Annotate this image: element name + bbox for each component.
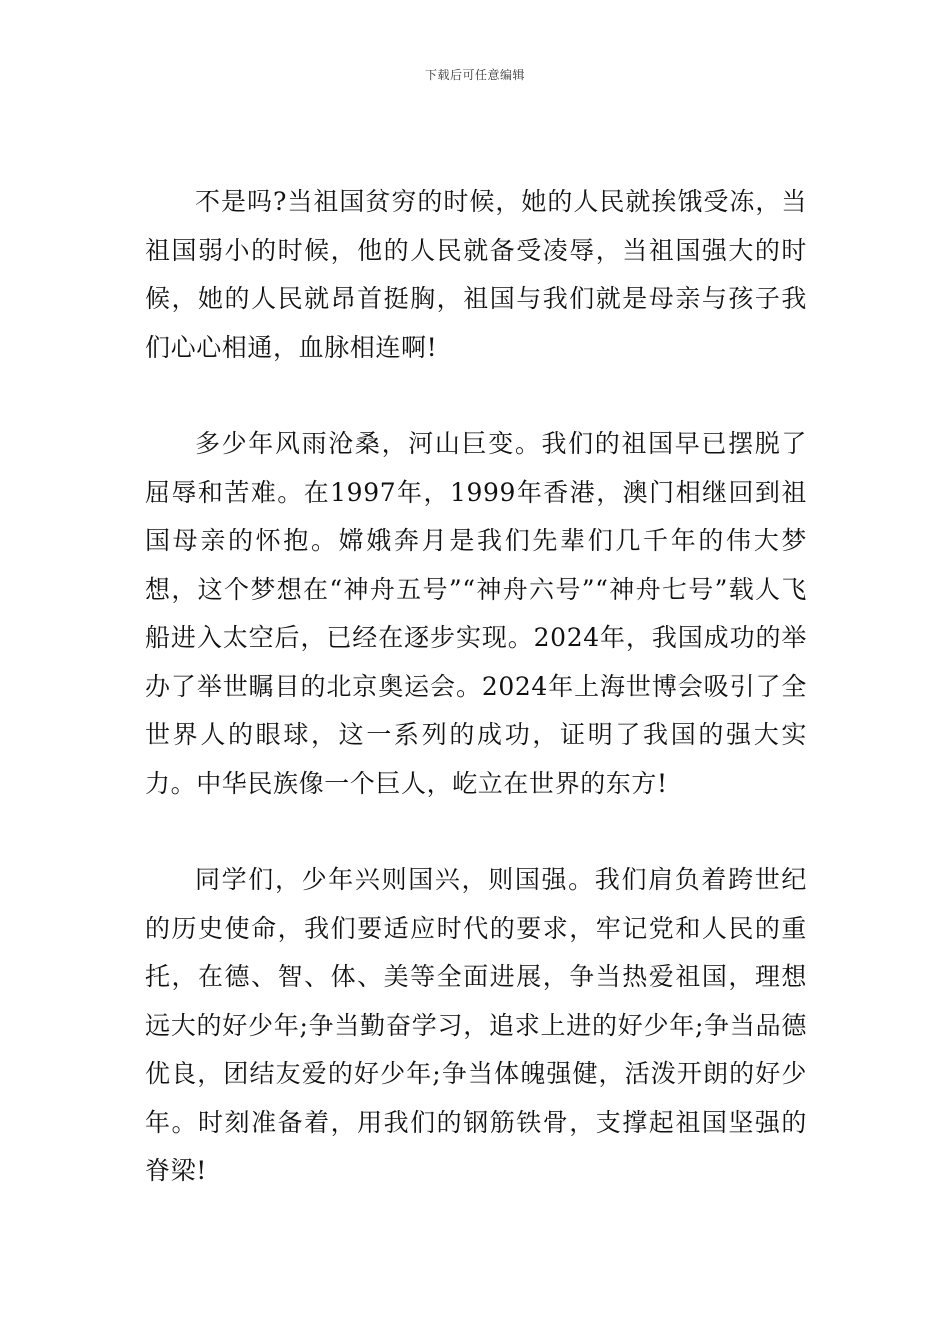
paragraph-2: 多少年风雨沧桑，河山巨变。我们的祖国早已摆脱了屈辱和苦难。在1997年，1999年香港，澳门相继回到祖国母亲的怀抱。嫦娥奔月是我们先辈们几千年的伟大梦想，这个梦想在“神舟五号”“神舟六号”“神舟七号”载人飞船进入太空后，已经在逐步实现。2024年，我国成功的举办了举世瞩目的北京奥运会。2024年上海世博会吸引了全世界人的眼球，这一系列的成功，证明了我国的强大实力。中华民族像一个巨人，屹立在世界的东方! — [145, 429, 807, 798]
paragraph-1: 不是吗?当祖国贫穷的时候，她的人民就挨饿受冻，当祖国弱小的时候，他的人民就备受凌辱，当祖国强大的时候，她的人民就昂首挺胸，祖国与我们就是母亲与孩子我们心心相通，血脉相连啊! — [145, 187, 807, 362]
paragraph-3: 同学们，少年兴则国兴，则国强。我们肩负着跨世纪的历史使命，我们要适应时代的要求，牢记党和人民的重托，在德、智、体、美等全面进展，争当热爱祖国，理想远大的好少年;争当勤奋学习，追求上进的好少年;争当品德优良，团结友爱的好少年;争当体魄强健，活泼开朗的好少年。时刻准备着，用我们的钢筋铁骨，支撑起祖国坚强的脊梁! — [145, 865, 807, 1185]
page-header-note: 下载后可任意编辑 — [424, 68, 525, 82]
document-body — [145, 178, 807, 1196]
